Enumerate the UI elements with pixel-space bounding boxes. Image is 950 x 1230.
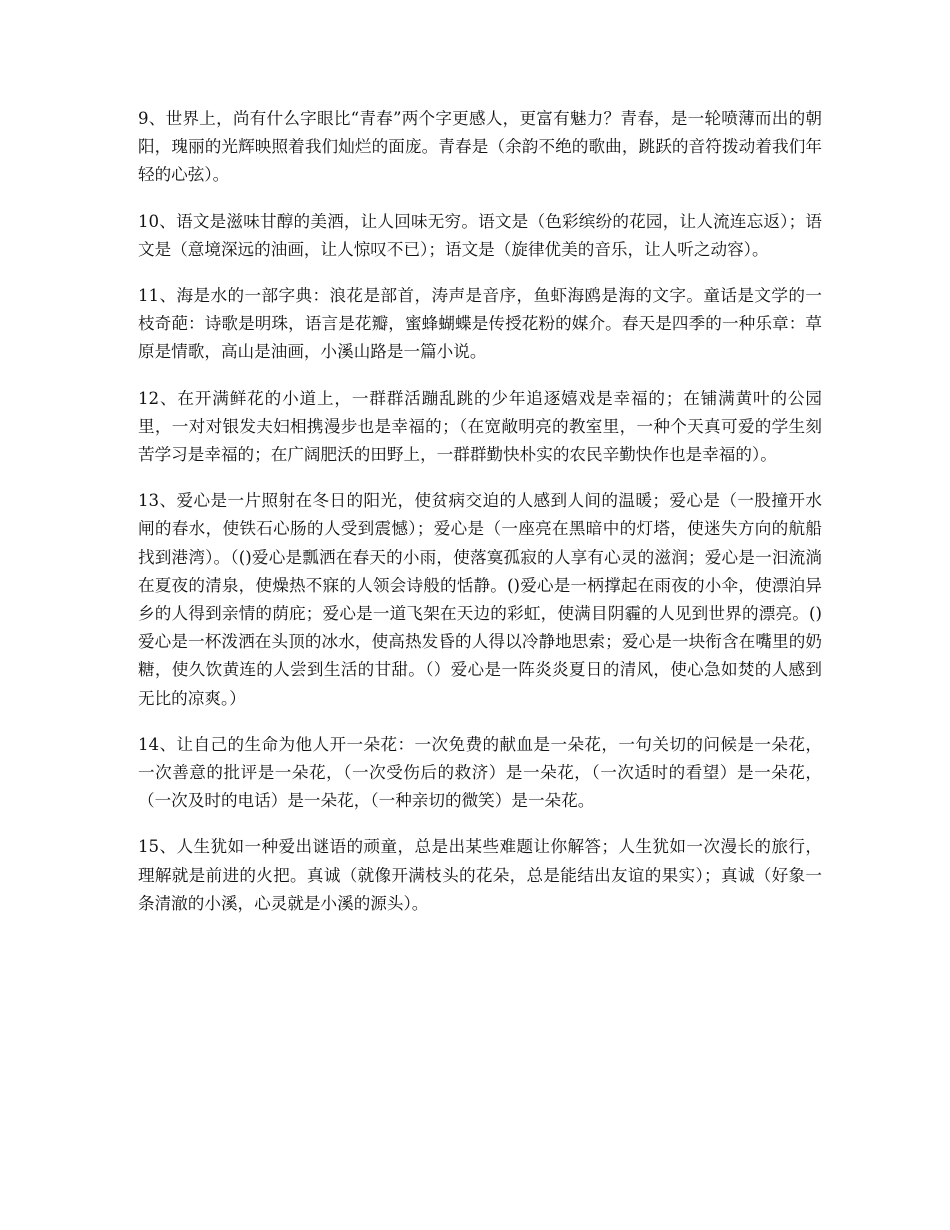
paragraph-15: 15、人生犹如一种爱出谜语的顽童，总是出某些难题让你解答；人生犹如一次漫长的旅行，理解就是前进的火把。真诚（就像开满枝头的花朵，总是能结出友谊的果实）；真诚（好象一条清澈的小溪，心灵就是小溪的源头）。	[138, 837, 822, 913]
paragraph-13: 13、爱心是一片照射在冬日的阳光，使贫病交迫的人感到人间的温暖；爱心是（一股撞开水闸的春水，使铁石心肠的人受到震憾）；爱心是（一座亮在黑暗中的灯塔，使迷失方向的航船找到港湾）。（()爱心是瓢洒在春天的小雨，使落寞孤寂的人享有心灵的滋润；爱心是一汩流淌在夏夜的清泉，使燥热不寐的人领会诗般的恬静。()爱心是一柄撑起在雨夜的小伞，使漂泊异乡的人得到亲情的荫庇；爱心是一道飞架在天边的彩虹，使满目阴霾的人见到世界的漂亮。()爱心是一杯泼洒在头顶的冰水，使高热发昏的人得以冷静地思索；爱心是一块衔含在嘴里的奶糖，使久饮黄连的人尝到生活的甘甜。（）爱心是一阵炎炎夏日的清风，使心急如焚的人感到无比的凉爽。）	[138, 491, 822, 708]
paragraph-11: 11、海是水的一部字典：浪花是部首，涛声是音序，鱼虾海鸥是海的文字。童话是文学的一枝奇葩：诗歌是明珠，语言是花瓣，蜜蜂蝴蝶是传授花粉的媒介。春天是四季的一种乐章：草原是情歌，高山是油画，小溪山路是一篇小说。	[138, 286, 822, 362]
paragraph-10: 10、语文是滋味甘醇的美酒，让人回味无穷。语文是（色彩缤纷的花园，让人流连忘返）；语文是（意境深远的油画，让人惊叹不已）；语文是（旋律优美的音乐，让人听之动容）。	[138, 211, 822, 259]
paragraph-9: 9、世界上，尚有什么字眼比“青春”两个字更感人，更富有魅力？青春，是一轮喷薄而出的朝阳，瑰丽的光辉映照着我们灿烂的面庞。青春是（余韵不绝的歌曲，跳跃的音符拨动着我们年轻的心弦）。	[138, 109, 822, 185]
paragraph-14: 14、让自己的生命为他人开一朵花：一次免费的献血是一朵花，一句关切的问候是一朵花，一次善意的批评是一朵花，（一次受伤后的救济）是一朵花，（一次适时的看望）是一朵花，（一次及时的电话）是一朵花，（一种亲切的微笑）是一朵花。	[138, 734, 822, 811]
paragraph-12: 12、在开满鲜花的小道上，一群群活蹦乱跳的少年追逐嬉戏是幸福的；在铺满黄叶的公园里，一对对银发夫妇相携漫步也是幸福的；（在宽敞明亮的教室里，一种个天真可爱的学生刻苦学习是幸福的；在广阔肥沃的田野上，一群群勤快朴实的农民辛勤快作也是幸福的）。	[138, 388, 822, 465]
